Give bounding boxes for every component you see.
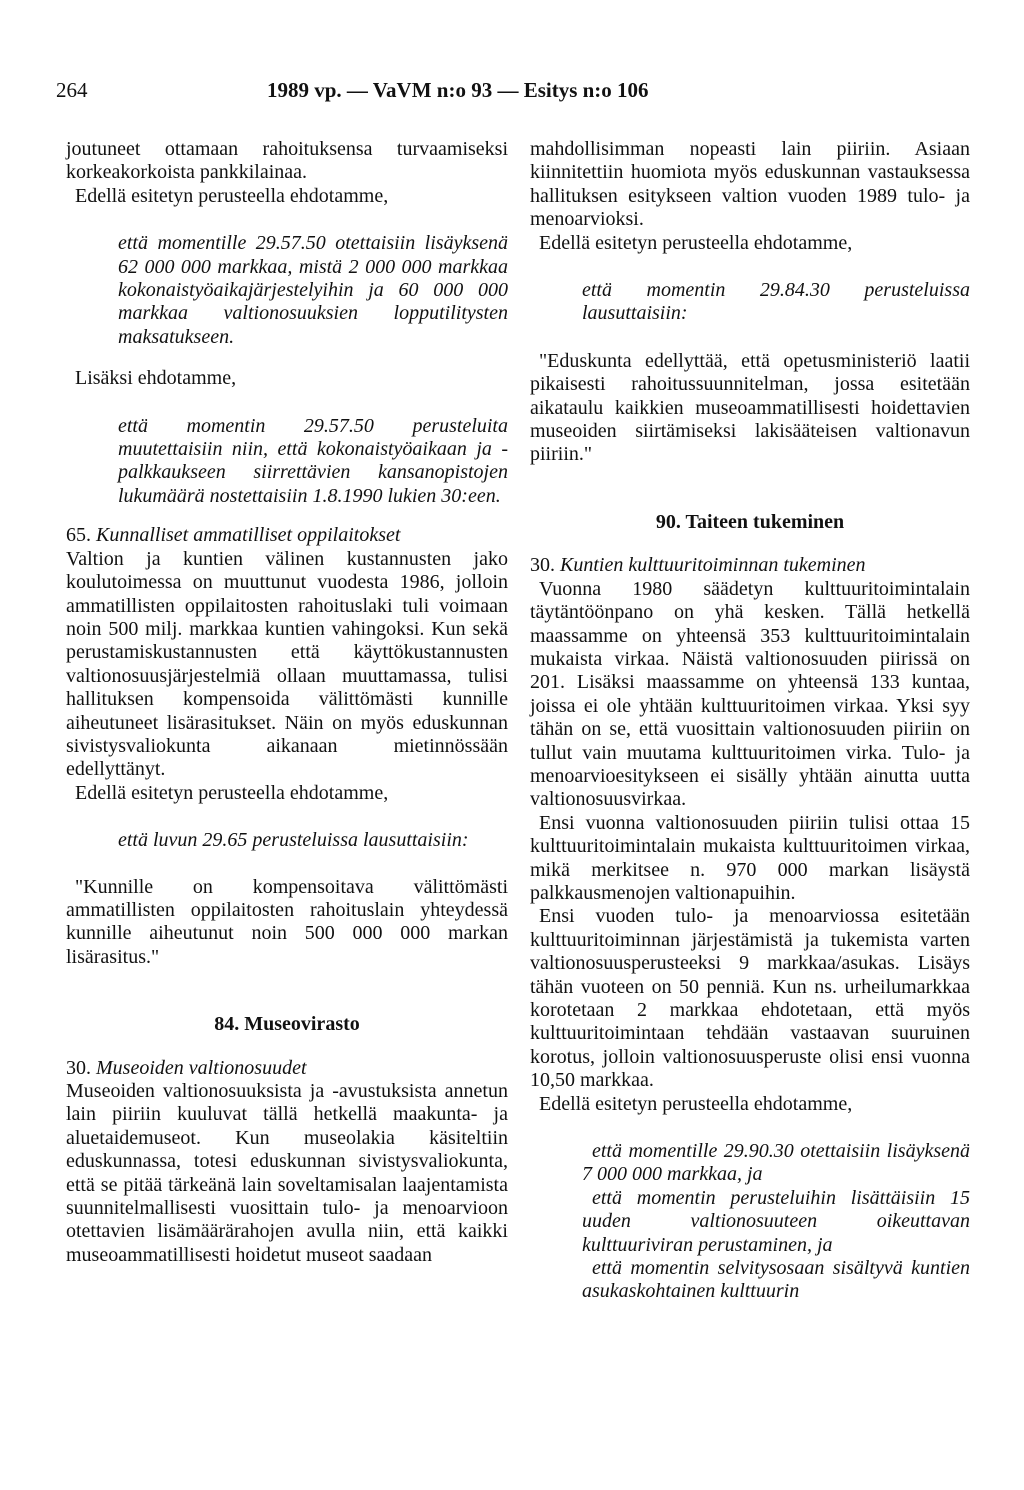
subsection-number: 30. [530, 554, 555, 577]
left-column [66, 138, 508, 1267]
subsection-title: Museoiden valtionosuudet [96, 1056, 307, 1079]
paragraph: Lisäksi ehdotamme, [75, 367, 237, 390]
paragraph: joutuneet ottamaan rahoituksensa turvaamiseksi korkeakorkoista pankkilainaa. [66, 138, 508, 184]
paragraph: Edellä esitetyn perusteella ehdotamme, [539, 1092, 853, 1115]
paragraph: Edellä esitetyn perusteella ehdotamme, [539, 231, 853, 254]
proposal: että momentille 29.57.50 otettaisiin lisäyksenä 62 000 000 markkaa, mistä 2 000 000 markkaa kokonaistyöaikajärjestelyihin ja 60 000 000 markkaa valtionosuuksien lopputilitysten maksatukseen. [118, 232, 508, 348]
paragraph: Ensi vuoden tulo- ja menoarviossa esitetään kulttuuritoiminnan järjestämistä ja tukemista varten valtionosuusperusteeksi 9 markkaa/asukas. Lisäys tähän vuoteen on 50 penniä. Kun ns. urheilumarkkaa korotetaan 2 markkaa ehdotetaan, että myös kulttuuritoimintaan tehdään vastaavan suuruinen korotus, jolloin valtionosuusperuste olisi ensi vuonna 10,50 markkaa. [530, 905, 970, 1092]
proposal: että momentin 29.84.30 perusteluissa lausuttaisiin: [582, 279, 970, 325]
subsection-number: 30. [66, 1056, 91, 1079]
page-header [56, 78, 956, 108]
right-column [530, 138, 970, 1304]
subsection-30 [530, 554, 970, 577]
section-heading-90: 90. Taiteen tukeminen [655, 510, 845, 533]
subsection-30 [66, 1057, 508, 1080]
proposal: että luvun 29.65 perusteluissa lausuttaisiin: [118, 829, 469, 852]
subsection-title: Kuntien kulttuuritoiminnan tukeminen [560, 554, 866, 577]
paragraph: Ensi vuonna valtionosuuden piiriin tulisi ottaa 15 kulttuuritoimintalain mukaista kulttuuritoimen virkaa, mikä merkitsee n. 970 000 markan lisäystä palkkausmenojen valtionapuihin. [530, 811, 970, 904]
subsection-number: 65. [66, 524, 91, 547]
paragraph: Vuonna 1980 säädetyn kulttuuritoimintalain täytäntöönpano on yhä kesken. Tällä hetkellä maassamme on yhteensä 353 kulttuuritoimintalain mukaista virkaa. Näistä valtionosuuden piirissä on 201. Lisäksi maassamme on yhteensä 133 kuntaa, joissa ei ole yhtään kulttuuritoimen virkaa. Yksi syy tähän on se, että vuosittain valtionosuuden piiriin on tullut vain muutama kulttuuritoimen virka. Tulo- ja menoarvioesitykseen ei sisälly yhtään ainutta uutta valtionosuusvirkaa. [530, 577, 970, 811]
page-number: 264 [56, 78, 88, 102]
paragraph: Edellä esitetyn perusteella ehdotamme, [75, 781, 389, 804]
paragraph: Museoiden valtionosuuksista ja -avustuksista annetun lain piiriin kuuluvat tällä hetkellä maakunta- ja aluetaidemuseot. Kun museolakia käsiteltiin eduskunnassa, totesi eduskunnan sivistysvaliokunta, että se pitää tärkeänä lain soveltamisalan laajentamista suunnitelmallisesti vuosittain tulo- ja menoarvioon otettavien lisämäärärahojen avulla niin, että kaikki museoammatillisesti hoidetut museot saadaan [66, 1080, 508, 1266]
proposal: että momentin selvitysosaan sisältyvä kuntien asukaskohtainen kulttuurin [582, 1257, 970, 1303]
section-heading-84: 84. Museovirasto [214, 1013, 360, 1036]
quotation: "Kunnille on kompensoitava välittömästi ammatillisten oppilaitosten rahoituslain yhteydessä kunnille aiheutunut noin 500 000 000 markan lisärasitus." [66, 875, 508, 968]
subsection-65 [66, 524, 508, 547]
paragraph: Valtion ja kuntien välinen kustannusten jako koulutoimessa on muuttunut vuodesta 1986, jolloin ammatillisten oppilaitosten rahoituslaki tuli voimaan noin 500 milj. markkaa kuntien vahingoksi. Kun sekä perustamiskustannusten että käyttökustannusten valtionosuusjärjestelmiä ollaan muuttamassa, tulisi hallituksen kompensoida välittömästi kunnille aiheutuneet lisärasitukset. Näin on myös eduskunnan sivistysvaliokunta aikanaan mietinnössään edellyttänyt. [66, 547, 508, 781]
proposal: että momentin perusteluihin lisättäisiin 15 uuden valtionosuuteen oikeuttavan kulttuuriviran perustaminen, ja [582, 1186, 970, 1256]
paragraph: mahdollisimman nopeasti lain piiriin. Asiaan kiinnitettiin huomiota myös eduskunnan vastauksessa hallituksen esitykseen valtion vuoden 1989 tulo- ja menoarvioksi. [530, 138, 970, 231]
proposal: että momentin 29.57.50 perusteluita muutettaisiin niin, että kokonaistyöaikaan ja -palkkaukseen siirrettävien kansanopistojen lukumäärä nostettaisiin 1.8.1990 lukien 30:een. [118, 414, 508, 507]
proposal: että momentille 29.90.30 otettaisiin lisäyksenä 7 000 000 markkaa, ja [582, 1140, 970, 1186]
paragraph: Edellä esitetyn perusteella ehdotamme, [75, 184, 389, 207]
running-title: 1989 vp. — VaVM n:o 93 — Esitys n:o 106 [267, 78, 649, 102]
subsection-title: Kunnalliset ammatilliset oppilaitokset [96, 524, 401, 547]
quotation: "Eduskunta edellyttää, että opetusministeriö laatii pikaisesti rahoitussuunnitelman, jossa esitetään aikataulu kaikkien museoammatillisesti hoidettavien museoiden siirtämiseksi lakisääteisen valtionavun piiriin." [530, 349, 970, 466]
